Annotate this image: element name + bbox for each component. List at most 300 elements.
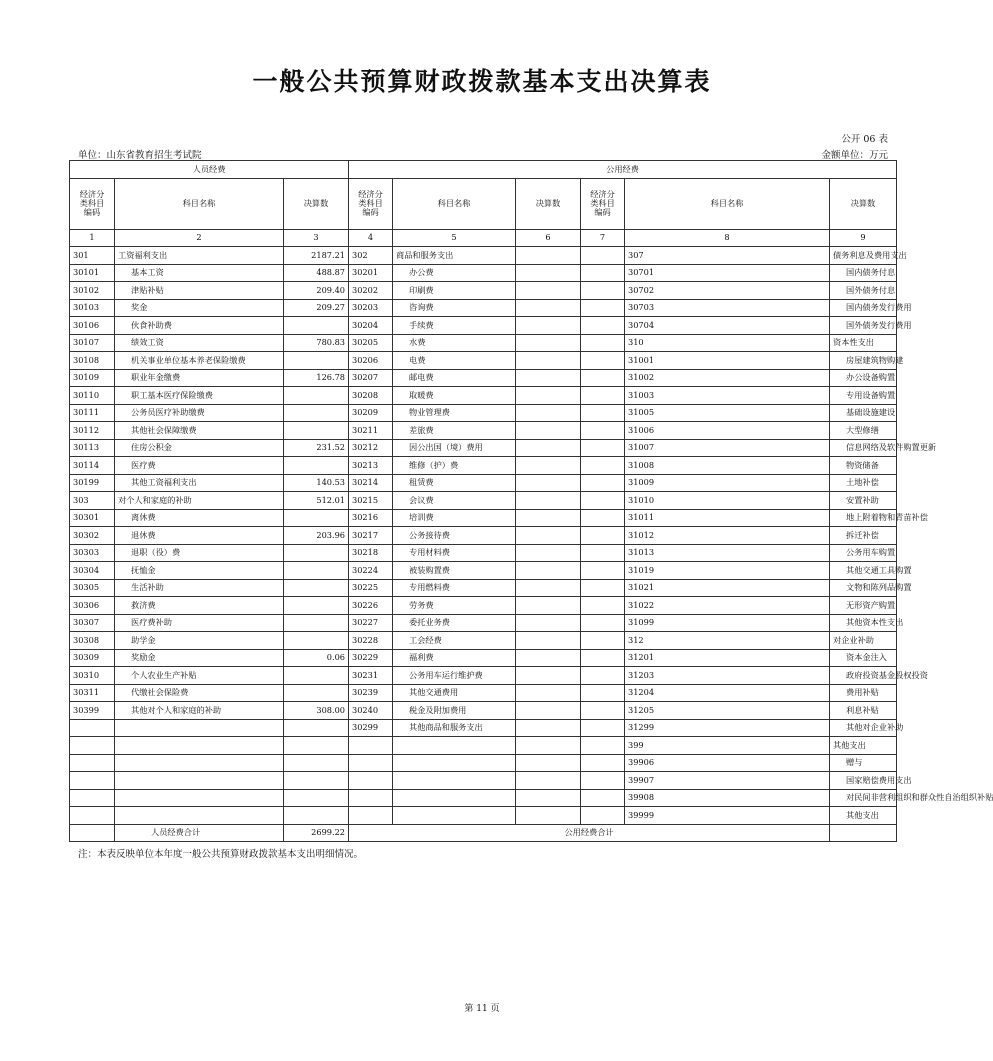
code-cell: 39906 xyxy=(625,754,830,772)
name-cell: 其他交通费用 xyxy=(393,684,516,702)
name-cell: 资本性支出 xyxy=(830,334,897,352)
amount-cell xyxy=(516,754,581,772)
amount-cell xyxy=(516,667,581,685)
table-row xyxy=(70,649,897,667)
name-cell: 其他社会保障缴费 xyxy=(115,422,284,440)
amount-cell xyxy=(516,369,581,387)
code-cell: 30218 xyxy=(349,544,393,562)
name-cell: 个人农业生产补贴 xyxy=(115,667,284,685)
amount-cell xyxy=(516,387,581,405)
code-cell: 30703 xyxy=(625,299,830,317)
code-cell: 30229 xyxy=(349,649,393,667)
public-total-amount xyxy=(830,824,897,842)
code-cell: 39999 xyxy=(625,807,830,825)
table-row xyxy=(70,404,897,422)
blank-cell xyxy=(581,439,625,457)
blank-cell xyxy=(581,299,625,317)
amount-cell xyxy=(516,807,581,825)
code-cell: 30206 xyxy=(349,352,393,370)
amount-cell xyxy=(284,667,349,685)
amount-cell xyxy=(284,684,349,702)
code-cell: 30106 xyxy=(70,317,115,335)
name-cell: 对民间非营利组织和群众性自治组织补贴 xyxy=(830,789,897,807)
table-row xyxy=(70,789,897,807)
code-cell: 30201 xyxy=(349,264,393,282)
amount-cell xyxy=(516,684,581,702)
name-cell: 电费 xyxy=(393,352,516,370)
blank-cell xyxy=(581,492,625,510)
code-cell: 31007 xyxy=(625,439,830,457)
name-cell xyxy=(393,754,516,772)
code-cell: 30240 xyxy=(349,702,393,720)
name-cell: 职工基本医疗保险缴费 xyxy=(115,387,284,405)
name-cell xyxy=(393,772,516,790)
amount-cell: 512.01 xyxy=(284,492,349,510)
amount-cell xyxy=(516,632,581,650)
amount-cell xyxy=(284,789,349,807)
amount-cell xyxy=(284,632,349,650)
name-cell: 退休费 xyxy=(115,527,284,545)
name-cell: 文物和陈列品购置 xyxy=(830,579,897,597)
amount-cell xyxy=(516,457,581,475)
blank-cell xyxy=(581,369,625,387)
code-cell: 30701 xyxy=(625,264,830,282)
name-cell: 商品和服务支出 xyxy=(393,247,516,265)
code-cell: 31013 xyxy=(625,544,830,562)
amount-cell: 308.00 xyxy=(284,702,349,720)
code-cell: 30203 xyxy=(349,299,393,317)
code-cell: 39908 xyxy=(625,789,830,807)
table-row xyxy=(70,632,897,650)
amount-cell xyxy=(284,614,349,632)
code-cell: 399 xyxy=(625,737,830,755)
name-cell: 税金及附加费用 xyxy=(393,702,516,720)
group-header-row xyxy=(70,161,897,179)
code-cell: 30309 xyxy=(70,649,115,667)
code-cell: 30215 xyxy=(349,492,393,510)
code-cell: 30204 xyxy=(349,317,393,335)
code-cell: 30302 xyxy=(70,527,115,545)
name-cell: 公务用车购置 xyxy=(830,544,897,562)
code-cell: 30304 xyxy=(70,562,115,580)
table-row xyxy=(70,737,897,755)
code-cell: 30308 xyxy=(70,632,115,650)
name-cell: 费用补贴 xyxy=(830,684,897,702)
amount-cell: 209.27 xyxy=(284,299,349,317)
amount-cell xyxy=(284,562,349,580)
name-cell: 赠与 xyxy=(830,754,897,772)
code-cell: 31008 xyxy=(625,457,830,475)
code-cell: 31001 xyxy=(625,352,830,370)
code-cell: 30301 xyxy=(70,509,115,527)
code-cell: 30216 xyxy=(349,509,393,527)
name-cell: 专用设备购置 xyxy=(830,387,897,405)
code-cell: 31003 xyxy=(625,387,830,405)
code-cell: 30311 xyxy=(70,684,115,702)
blank-cell xyxy=(581,404,625,422)
table-row xyxy=(70,317,897,335)
name-cell: 专用材料费 xyxy=(393,544,516,562)
table-row xyxy=(70,264,897,282)
code-cell: 30227 xyxy=(349,614,393,632)
name-cell: 代缴社会保险费 xyxy=(115,684,284,702)
blank-cell xyxy=(581,387,625,405)
amount-cell xyxy=(516,282,581,300)
code-cell: 31009 xyxy=(625,474,830,492)
name-cell: 职业年金缴费 xyxy=(115,369,284,387)
name-cell: 培训费 xyxy=(393,509,516,527)
amount-cell xyxy=(284,317,349,335)
name-cell: 工资福利支出 xyxy=(115,247,284,265)
table-row xyxy=(70,597,897,615)
amount-cell xyxy=(284,754,349,772)
amount-cell xyxy=(284,509,349,527)
name-cell: 其他对企业补助 xyxy=(830,719,897,737)
table-row xyxy=(70,772,897,790)
table-row xyxy=(70,474,897,492)
code-cell: 30399 xyxy=(70,702,115,720)
name-cell: 国家赔偿费用支出 xyxy=(830,772,897,790)
name-cell: 水费 xyxy=(393,334,516,352)
name-cell: 房屋建筑物购建 xyxy=(830,352,897,370)
blank-cell xyxy=(581,247,625,265)
name-cell: 国外债务发行费用 xyxy=(830,317,897,335)
blank-cell xyxy=(581,789,625,807)
code-cell xyxy=(349,772,393,790)
table-row xyxy=(70,562,897,580)
code-cell: 30303 xyxy=(70,544,115,562)
code-cell: 30307 xyxy=(70,614,115,632)
amount-cell xyxy=(516,317,581,335)
code-header: 经济分 类科目 编码 xyxy=(349,178,393,229)
column-header-row xyxy=(70,178,897,229)
totals-spacer xyxy=(70,824,115,842)
blank-cell xyxy=(581,597,625,615)
name-cell xyxy=(115,737,284,755)
code-cell: 312 xyxy=(625,632,830,650)
name-cell xyxy=(393,737,516,755)
column-number: 8 xyxy=(625,229,830,247)
code-cell: 30103 xyxy=(70,299,115,317)
name-cell: 债务利息及费用支出 xyxy=(830,247,897,265)
table-row xyxy=(70,457,897,475)
amount-cell: 0.06 xyxy=(284,649,349,667)
name-cell xyxy=(115,807,284,825)
page-number: 第 11 页 xyxy=(464,1004,500,1014)
blank-cell xyxy=(581,614,625,632)
code-cell xyxy=(349,737,393,755)
amount-cell xyxy=(284,807,349,825)
blank-cell xyxy=(581,282,625,300)
code-cell: 30207 xyxy=(349,369,393,387)
amount-header: 决算数 xyxy=(516,178,581,229)
name-cell: 对企业补助 xyxy=(830,632,897,650)
name-cell: 拆迁补偿 xyxy=(830,527,897,545)
code-cell: 30110 xyxy=(70,387,115,405)
code-cell: 31022 xyxy=(625,597,830,615)
amount-cell: 209.40 xyxy=(284,282,349,300)
blank-cell xyxy=(581,334,625,352)
amount-cell xyxy=(284,352,349,370)
code-cell: 30213 xyxy=(349,457,393,475)
code-cell: 307 xyxy=(625,247,830,265)
name-cell: 机关事业单位基本养老保险缴费 xyxy=(115,352,284,370)
code-cell: 31203 xyxy=(625,667,830,685)
code-cell: 30112 xyxy=(70,422,115,440)
code-cell: 30209 xyxy=(349,404,393,422)
table-note: 注：本表反映单位本年度一般公共预算财政拨款基本支出明细情况。 xyxy=(78,849,364,860)
name-cell: 其他支出 xyxy=(830,807,897,825)
code-cell: 30702 xyxy=(625,282,830,300)
name-cell: 利息补贴 xyxy=(830,702,897,720)
code-cell: 30205 xyxy=(349,334,393,352)
code-cell: 30704 xyxy=(625,317,830,335)
name-cell: 助学金 xyxy=(115,632,284,650)
blank-cell xyxy=(581,807,625,825)
code-cell xyxy=(70,737,115,755)
name-cell: 津贴补贴 xyxy=(115,282,284,300)
name-header: 科目名称 xyxy=(625,178,830,229)
amount-cell xyxy=(516,772,581,790)
name-cell xyxy=(115,754,284,772)
amount-cell xyxy=(284,422,349,440)
code-cell: 30231 xyxy=(349,667,393,685)
amount-cell xyxy=(516,562,581,580)
amount-cell: 2187.21 xyxy=(284,247,349,265)
code-cell: 31021 xyxy=(625,579,830,597)
name-cell xyxy=(393,789,516,807)
name-cell: 奖金 xyxy=(115,299,284,317)
blank-cell xyxy=(581,457,625,475)
amount-cell xyxy=(516,422,581,440)
blank-cell xyxy=(581,754,625,772)
code-cell: 30102 xyxy=(70,282,115,300)
amount-cell xyxy=(516,299,581,317)
blank-cell xyxy=(581,719,625,737)
blank-cell xyxy=(581,579,625,597)
table-row xyxy=(70,492,897,510)
name-cell: 救济费 xyxy=(115,597,284,615)
name-cell: 其他支出 xyxy=(830,737,897,755)
personnel-total-amount: 2699.22 xyxy=(284,824,349,842)
code-cell xyxy=(70,772,115,790)
blank-cell xyxy=(581,562,625,580)
name-cell: 对个人和家庭的补助 xyxy=(115,492,284,510)
amount-cell xyxy=(284,404,349,422)
amount-cell xyxy=(516,614,581,632)
name-cell: 差旅费 xyxy=(393,422,516,440)
code-cell xyxy=(349,807,393,825)
name-cell: 退职（役）费 xyxy=(115,544,284,562)
code-cell: 310 xyxy=(625,334,830,352)
code-cell: 302 xyxy=(349,247,393,265)
name-cell: 生活补助 xyxy=(115,579,284,597)
name-cell: 公务员医疗补助缴费 xyxy=(115,404,284,422)
table-row xyxy=(70,334,897,352)
name-cell xyxy=(393,807,516,825)
code-cell: 30199 xyxy=(70,474,115,492)
name-cell: 国内债务发行费用 xyxy=(830,299,897,317)
name-cell: 医疗费 xyxy=(115,457,284,475)
blank-cell xyxy=(581,667,625,685)
code-cell: 31005 xyxy=(625,404,830,422)
form-number: 公开 06 表 xyxy=(841,134,888,145)
code-cell: 30108 xyxy=(70,352,115,370)
code-cell: 31012 xyxy=(625,527,830,545)
amount-cell xyxy=(516,439,581,457)
amount-cell xyxy=(516,719,581,737)
table-row xyxy=(70,614,897,632)
blank-cell xyxy=(581,649,625,667)
table-row xyxy=(70,369,897,387)
amount-cell xyxy=(516,334,581,352)
table-row xyxy=(70,684,897,702)
code-cell: 30299 xyxy=(349,719,393,737)
name-cell: 租赁费 xyxy=(393,474,516,492)
name-cell: 离休费 xyxy=(115,509,284,527)
code-cell: 30224 xyxy=(349,562,393,580)
code-cell: 301 xyxy=(70,247,115,265)
table-row xyxy=(70,299,897,317)
column-number: 5 xyxy=(393,229,516,247)
name-cell: 基础设施建设 xyxy=(830,404,897,422)
code-cell: 30306 xyxy=(70,597,115,615)
name-cell: 基本工资 xyxy=(115,264,284,282)
amount-cell xyxy=(516,352,581,370)
blank-cell xyxy=(581,352,625,370)
code-header: 经济分 类科目 编码 xyxy=(581,178,625,229)
name-cell: 物资储备 xyxy=(830,457,897,475)
amount-cell: 780.83 xyxy=(284,334,349,352)
name-cell: 邮电费 xyxy=(393,369,516,387)
name-cell: 绩效工资 xyxy=(115,334,284,352)
name-cell: 伙食补助费 xyxy=(115,317,284,335)
code-cell: 31299 xyxy=(625,719,830,737)
name-cell: 政府投资基金股权投资 xyxy=(830,667,897,685)
code-cell: 30214 xyxy=(349,474,393,492)
code-cell: 31002 xyxy=(625,369,830,387)
amount-cell xyxy=(516,527,581,545)
table-row xyxy=(70,439,897,457)
amount-cell xyxy=(516,702,581,720)
amount-cell xyxy=(284,772,349,790)
amount-cell xyxy=(516,737,581,755)
table-row xyxy=(70,352,897,370)
amount-cell xyxy=(516,544,581,562)
column-number-row xyxy=(70,229,897,247)
amount-cell xyxy=(516,597,581,615)
name-cell: 其他资本性支出 xyxy=(830,614,897,632)
name-cell: 国外债务付息 xyxy=(830,282,897,300)
public-total-label: 公用经费合计 xyxy=(349,824,830,842)
name-header: 科目名称 xyxy=(115,178,284,229)
code-cell: 30217 xyxy=(349,527,393,545)
name-cell: 安置补助 xyxy=(830,492,897,510)
name-cell: 因公出国（境）费用 xyxy=(393,439,516,457)
code-cell: 31201 xyxy=(625,649,830,667)
name-cell: 委托业务费 xyxy=(393,614,516,632)
blank-cell xyxy=(581,422,625,440)
code-cell: 31010 xyxy=(625,492,830,510)
code-cell xyxy=(349,754,393,772)
name-cell: 资本金注入 xyxy=(830,649,897,667)
blank-cell xyxy=(581,737,625,755)
code-cell: 30107 xyxy=(70,334,115,352)
blank-cell xyxy=(581,317,625,335)
name-cell: 印刷费 xyxy=(393,282,516,300)
table-row xyxy=(70,527,897,545)
code-cell xyxy=(70,754,115,772)
name-cell: 其他交通工具购置 xyxy=(830,562,897,580)
code-cell: 30109 xyxy=(70,369,115,387)
blank-cell xyxy=(581,772,625,790)
column-number: 4 xyxy=(349,229,393,247)
name-cell: 无形资产购置 xyxy=(830,597,897,615)
code-cell: 31011 xyxy=(625,509,830,527)
name-cell: 专用燃料费 xyxy=(393,579,516,597)
table-body xyxy=(70,247,993,825)
blank-cell xyxy=(581,544,625,562)
name-cell: 办公设备购置 xyxy=(830,369,897,387)
blank-cell xyxy=(581,702,625,720)
table-row xyxy=(70,247,897,265)
column-number: 2 xyxy=(115,229,284,247)
amount-cell xyxy=(516,404,581,422)
totals-row xyxy=(70,824,897,842)
blank-cell xyxy=(581,264,625,282)
amount-cell xyxy=(284,737,349,755)
column-number: 1 xyxy=(70,229,115,247)
column-number: 7 xyxy=(581,229,625,247)
name-cell: 抚恤金 xyxy=(115,562,284,580)
code-cell xyxy=(70,719,115,737)
amount-cell xyxy=(516,474,581,492)
code-cell: 30239 xyxy=(349,684,393,702)
page-title: 一般公共预算财政拨款基本支出决算表 xyxy=(252,67,712,96)
code-cell: 30101 xyxy=(70,264,115,282)
code-cell: 30211 xyxy=(349,422,393,440)
code-cell xyxy=(349,789,393,807)
code-cell: 30114 xyxy=(70,457,115,475)
code-cell: 30111 xyxy=(70,404,115,422)
code-cell: 31019 xyxy=(625,562,830,580)
code-cell: 31205 xyxy=(625,702,830,720)
code-cell: 30228 xyxy=(349,632,393,650)
amount-cell xyxy=(516,649,581,667)
code-cell: 30212 xyxy=(349,439,393,457)
name-cell: 医疗费补助 xyxy=(115,614,284,632)
amount-cell xyxy=(516,247,581,265)
amount-header: 决算数 xyxy=(284,178,349,229)
table-row xyxy=(70,579,897,597)
code-cell: 30225 xyxy=(349,579,393,597)
amount-cell xyxy=(284,597,349,615)
table-row xyxy=(70,422,897,440)
unit-label: 单位：山东省教育招生考试院 xyxy=(78,150,202,161)
name-cell: 奖励金 xyxy=(115,649,284,667)
name-cell: 信息网络及软件购置更新 xyxy=(830,439,897,457)
name-cell: 公务接待费 xyxy=(393,527,516,545)
personnel-total-label: 人员经费合计 xyxy=(115,824,284,842)
code-cell xyxy=(70,789,115,807)
amount-cell xyxy=(284,387,349,405)
table-row xyxy=(70,754,897,772)
blank-cell xyxy=(581,527,625,545)
column-number: 6 xyxy=(516,229,581,247)
blank-cell xyxy=(581,684,625,702)
column-number: 3 xyxy=(284,229,349,247)
amount-header: 决算数 xyxy=(830,178,897,229)
